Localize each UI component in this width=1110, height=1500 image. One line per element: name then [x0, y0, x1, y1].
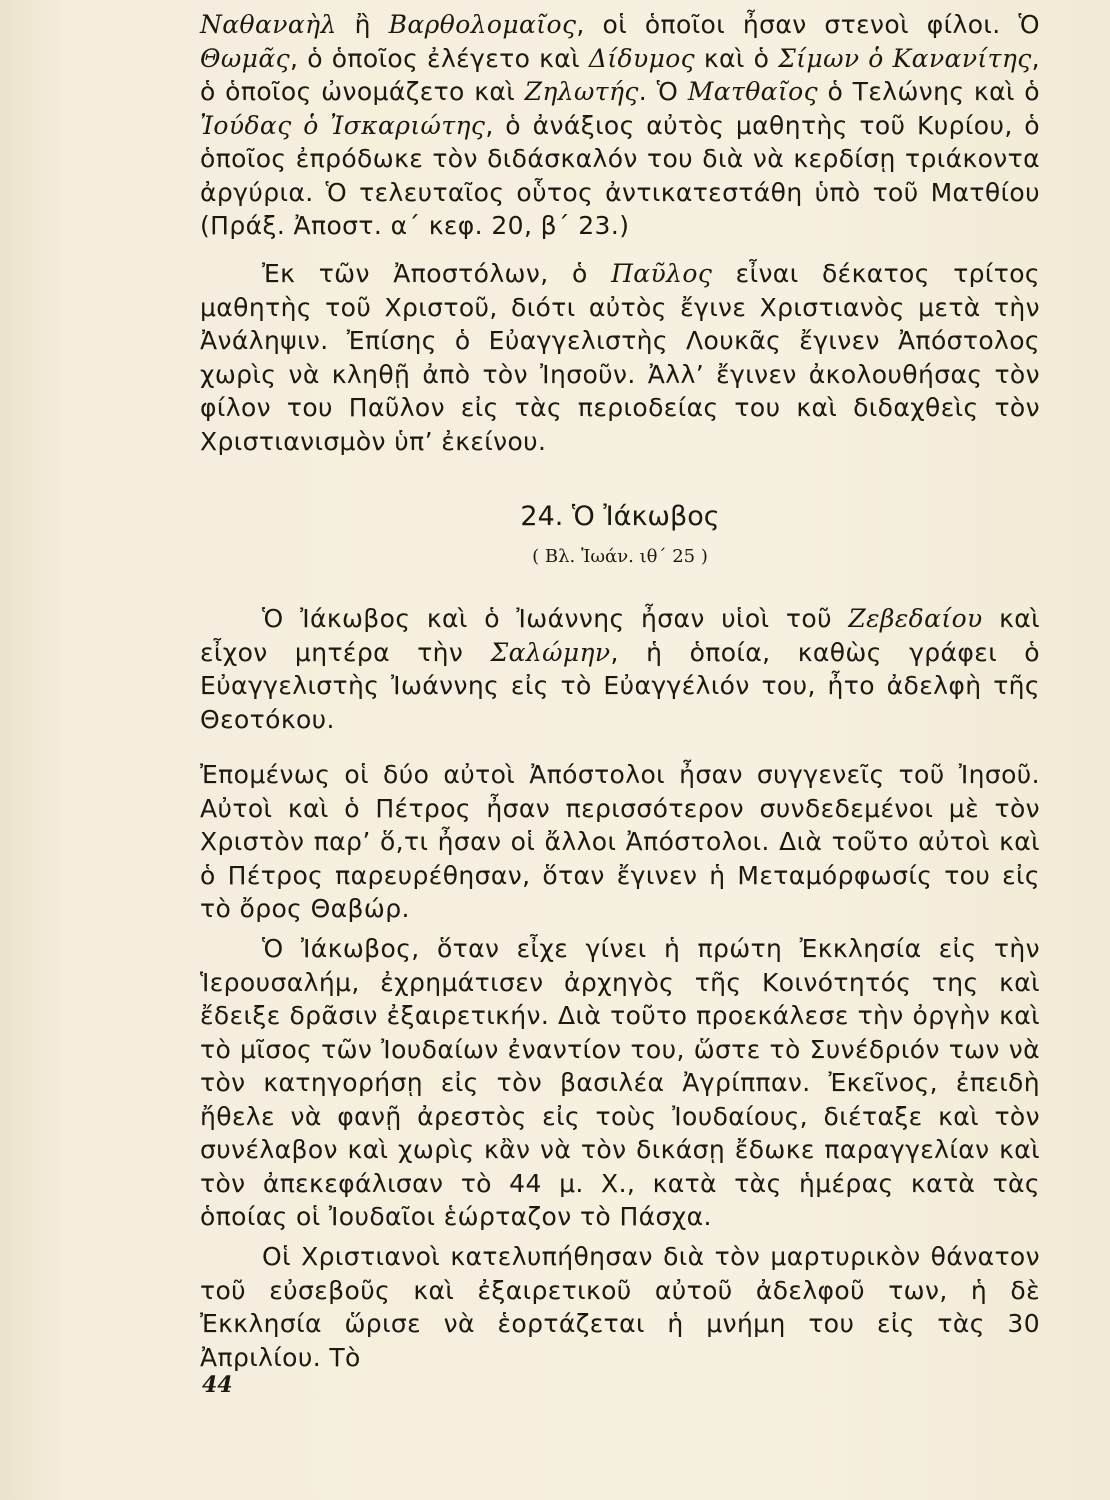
italic-name-run: Ἰούδας ὁ Ἰσκαριώτης	[200, 110, 486, 140]
paragraph-text	[200, 8, 1040, 243]
text-run: , ὁ ὁποῖος ἐλέγετο καὶ	[290, 43, 589, 73]
italic-name-run: Βαρθολομαῖος	[388, 10, 577, 39]
italic-name-run: Ναθαναὴλ	[200, 10, 337, 39]
text-run: . Ὁ	[638, 77, 688, 106]
italic-name-run: Παῦλος	[611, 259, 713, 288]
paragraph-james-family	[200, 602, 1040, 736]
paragraph-text	[200, 257, 1040, 458]
text-run: Οἱ Χριστιανοὶ κατελυπήθησαν διὰ τὸν μαρτυρικὸν θάνατον τοῦ εὐσεβοῦς καὶ ἐξαιρετικοῦ αὐτοῦ ἀδελφοῦ των, ἡ δὲ Ἐκκλησία ὥρισε νὰ ἑορτάζεται ἡ μνήμη του εἰς τὰς 30 Ἀπριλίου. Τὸ	[200, 1242, 1040, 1372]
section-reference: ( Βλ. Ἰωάν. ιθ΄ 25 )	[532, 546, 708, 567]
paragraph-james-feast	[200, 1240, 1040, 1374]
paragraph-apostles-list	[200, 8, 1040, 243]
paragraph-text	[200, 758, 1040, 926]
text-run: Ἐκ τῶν Ἀποστόλων, ὁ	[262, 259, 612, 288]
paragraph-james-relatives	[200, 758, 1040, 926]
paragraph-text	[200, 932, 1040, 1234]
text-run: καὶ εἶχον μητέρα τὴν	[200, 604, 1040, 667]
text-run: , ὁ ἀνάξιος αὐτὸς μαθητὴς τοῦ Κυρίου, ὁ ὁποῖος ἐπρόδωκε τὸν διδάσκαλόν του διὰ νὰ κερδίσῃ τριάκοντα ἀργύρια. Ὁ τελευταῖος οὗτος ἀντικατεστάθη ὑπὸ τοῦ Ματθίου (Πράξ. Ἀποστ. α΄ κεφ. 20, β΄ 23.)	[200, 110, 1040, 240]
paragraph-james-martyrdom	[200, 932, 1040, 1234]
paragraph-text	[200, 1240, 1040, 1374]
text-run: , ἡ ὁποία, καθὼς γράφει ὁ Εὐαγγελιστὴς Ἰωάννης εἰς τὸ Εὐαγγέλιόν του, ἦτο ἀδελφὴ τῆς Θεοτόκου.	[200, 637, 1041, 734]
italic-name-run: Σαλώμην	[490, 637, 611, 667]
text-run: Ὁ Ἰάκωβος, ὅταν εἶχε γίνει ἡ πρώτη Ἐκκλησία εἰς τὴν Ἱερουσαλήμ, ἐχρημάτισεν ἀρχηγὸς τῆς Κοινότητός της καὶ ἔδειξε δρᾶσιν ἐξαιρετικήν. Διὰ τοῦτο προεκάλεσε τὴν ὀργὴν καὶ τὸ μῖσος τῶν Ἰουδαίων ἐναντίον του, ὥστε τὸ Συνέδριόν των νὰ τὸν κατηγορήσῃ εἰς τὸν βασιλέα Ἀγρίππαν. Ἐκεῖνος, ἐπειδὴ ἤθελε νὰ φανῇ ἀρεστὸς εἰς τοὺς Ἰουδαίους, διέταξε καὶ τὸν συνέλαβον καὶ χωρὶς κἂν νὰ τὸν δικάσῃ ἔδωκε παραγγελίαν καὶ τὸν ἀπεκεφάλισαν τὸ 44 μ. Χ., κατὰ τὰς ἡμέρας κατὰ τὰς ὁποίας οἱ Ἰουδαῖοι ἑώρταζον τὸ Πάσχα.	[200, 934, 1040, 1231]
text-run: εἶναι δέκατος τρίτος μαθητὴς τοῦ Χριστοῦ, διότι αὐτὸς ἔγινε Χριστιανὸς μετὰ τὴν Ἀνάληψιν. Ἐπίσης ὁ Εὐαγγελιστὴς Λουκᾶς ἔγινεν Ἀπόστολος χωρὶς νὰ κληθῇ ἀπὸ τὸν Ἰησοῦν. Ἀλλ’ ἔγινεν ἀκολουθήσας τὸν φίλον του Παῦλον εἰς τὰς περιοδείας του καὶ διδαχθεὶς τὸν Χριστιανισμὸν ὑπ’ ἐκείνου.	[200, 259, 1041, 456]
text-run: Ὁ Ἰάκωβος καὶ ὁ Ἰωάννης ἦσαν υἱοὶ τοῦ	[262, 604, 849, 633]
italic-name-run: Θωμᾶς	[200, 43, 291, 73]
section-title: 24. Ὁ Ἰάκωβος	[520, 501, 720, 532]
text-run: ἢ	[336, 10, 389, 39]
italic-name-run: Ματθαῖος	[687, 77, 819, 106]
paragraph-text	[200, 602, 1040, 736]
text-run: καὶ ὁ	[695, 43, 779, 73]
text-run: , ὁ ὁποῖος ὠνομάζετο καὶ	[200, 43, 1040, 106]
paragraph-paul	[200, 257, 1040, 458]
italic-name-run: Ζηλωτής	[524, 77, 639, 106]
italic-name-run: Σίμων ὁ Κανανίτης	[778, 43, 1032, 73]
italic-name-run: Δίδυμος	[588, 43, 696, 73]
text-run: ὁ Τελώνης καὶ ὁ	[818, 77, 1040, 106]
text-run: , οἱ ὁποῖοι ἦσαν στενοὶ φίλοι. Ὁ	[576, 10, 1040, 39]
italic-name-run: Ζεβεδαίου	[848, 604, 983, 633]
text-run: Ἐπομένως οἱ δύο αὐτοὶ Ἀπόστολοι ἦσαν συγγενεῖς τοῦ Ἰησοῦ. Αὐτοὶ καὶ ὁ Πέτρος ἦσαν περισσότερον συνδεδεμένοι μὲ τὸν Χριστὸν παρ’ ὅ,τι ἦσαν οἱ ἄλλοι Ἀπόστολοι. Διὰ τοῦτο αὐτοὶ καὶ ὁ Πέτρος παρευρέθησαν, ὅταν ἔγινεν ἡ Μεταμόρφωσίς του εἰς τὸ ὄρος Θαβώρ.	[200, 760, 1040, 923]
page-number: 44	[202, 1372, 233, 1398]
